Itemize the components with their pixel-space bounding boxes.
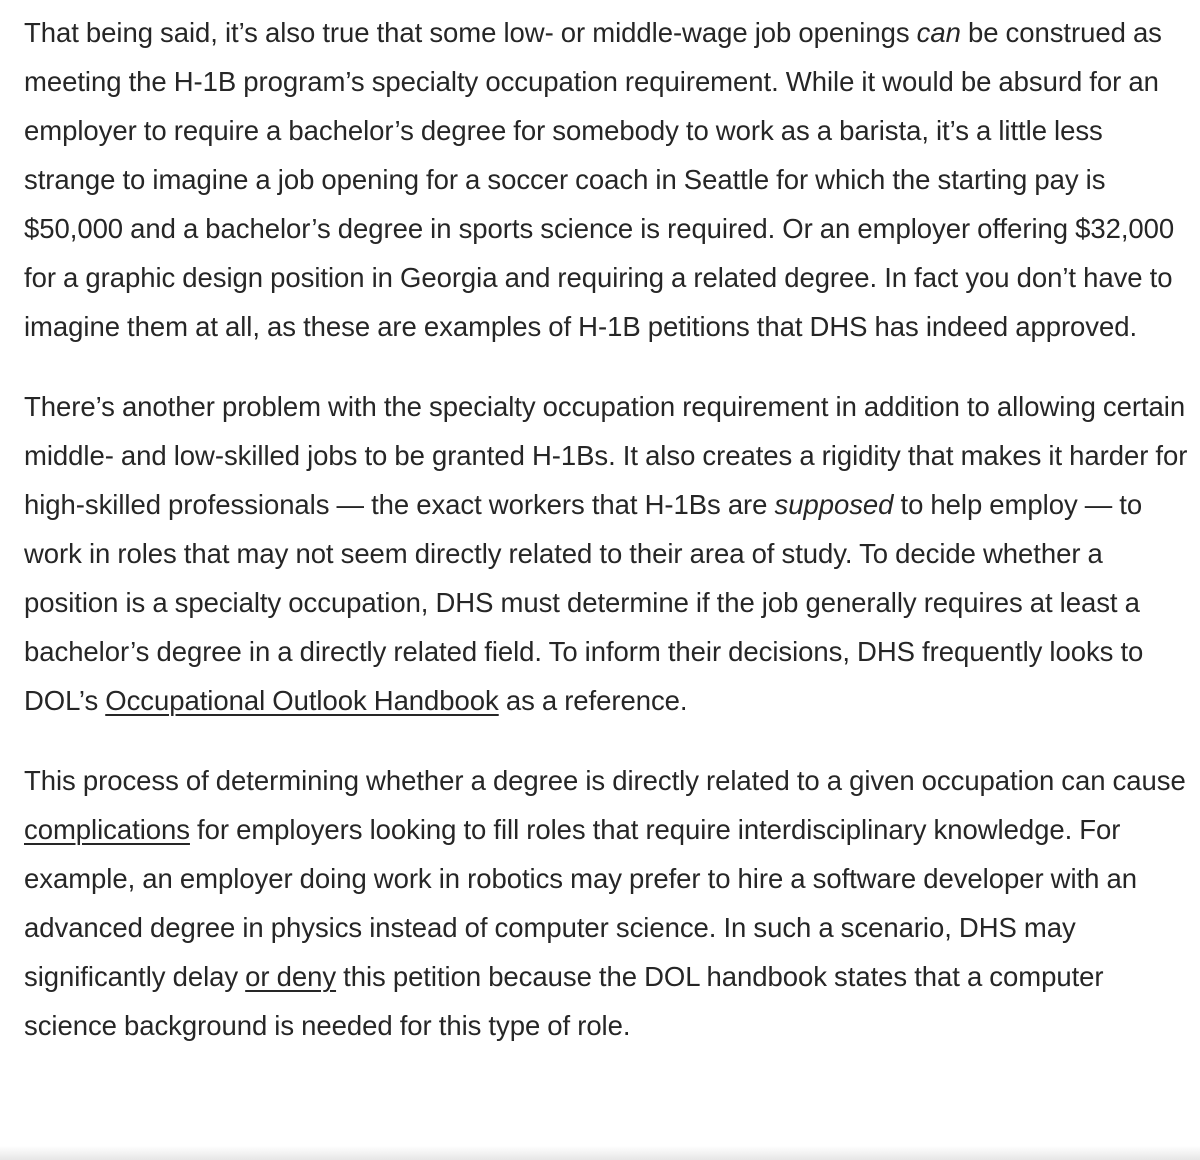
article-body	[24, 8, 1200, 1050]
paragraph-text: to help employ — to work in roles that may not seem directly related to their area of study. To decide whether a position is a specialty occupation, DHS must determine if the job generally requires at least a bachelor’s degree in a directly related field. To inform their decisions, DHS frequently looks to DOL’s	[24, 489, 1144, 716]
paragraph	[24, 382, 1200, 725]
paragraph-text: There’s another problem with the specialty occupation requirement in addition to allowing certain middle- and low-skilled jobs to be granted H-1Bs. It also creates a rigidity that makes it harder for high-skilled professionals — the exact workers that H-1Bs are	[24, 391, 1188, 520]
link-or-deny[interactable]: or deny	[245, 961, 337, 992]
paragraph-text: as a reference.	[498, 685, 688, 716]
paragraph-text: be construed as meeting the H-1B program’s specialty occupation requirement. While it would be absurd for an employer to require a bachelor’s degree for somebody to work as a barista, it’s a little less strange to imagine a job opening for a soccer coach in Seattle for which the starting pay is $50,000 and a bachelor’s degree in sports science is required. Or an employer offering $32,000 for a graphic design position in Georgia and requiring a related degree. In fact you don’t have to imagine them at all, as these are examples of H-1B petitions that DHS has indeed approved.	[24, 17, 1175, 342]
paragraph-text: this petition because the DOL handbook states that a computer science background is needed for this type of role.	[24, 961, 1104, 1041]
link-occupational-outlook-handbook[interactable]: Occupational Outlook Handbook	[105, 685, 499, 716]
paragraph	[24, 8, 1200, 351]
paragraph-text: This process of determining whether a degree is directly related to a given occupation can cause	[24, 765, 1186, 796]
link-complications[interactable]: complications	[24, 814, 190, 845]
emphasis-text: supposed	[774, 489, 894, 520]
paragraph-text: That being said, it’s also true that some low- or middle-wage job openings	[24, 17, 917, 48]
page-bottom-shadow	[0, 1146, 1200, 1160]
paragraph	[24, 756, 1200, 1050]
paragraph-text: for employers looking to fill roles that require interdisciplinary knowledge. For example, an employer doing work in robotics may prefer to hire a software developer with an advanced degree in physics instead of computer science. In such a scenario, DHS may significantly delay	[24, 814, 1137, 992]
emphasis-text: can	[916, 17, 961, 48]
